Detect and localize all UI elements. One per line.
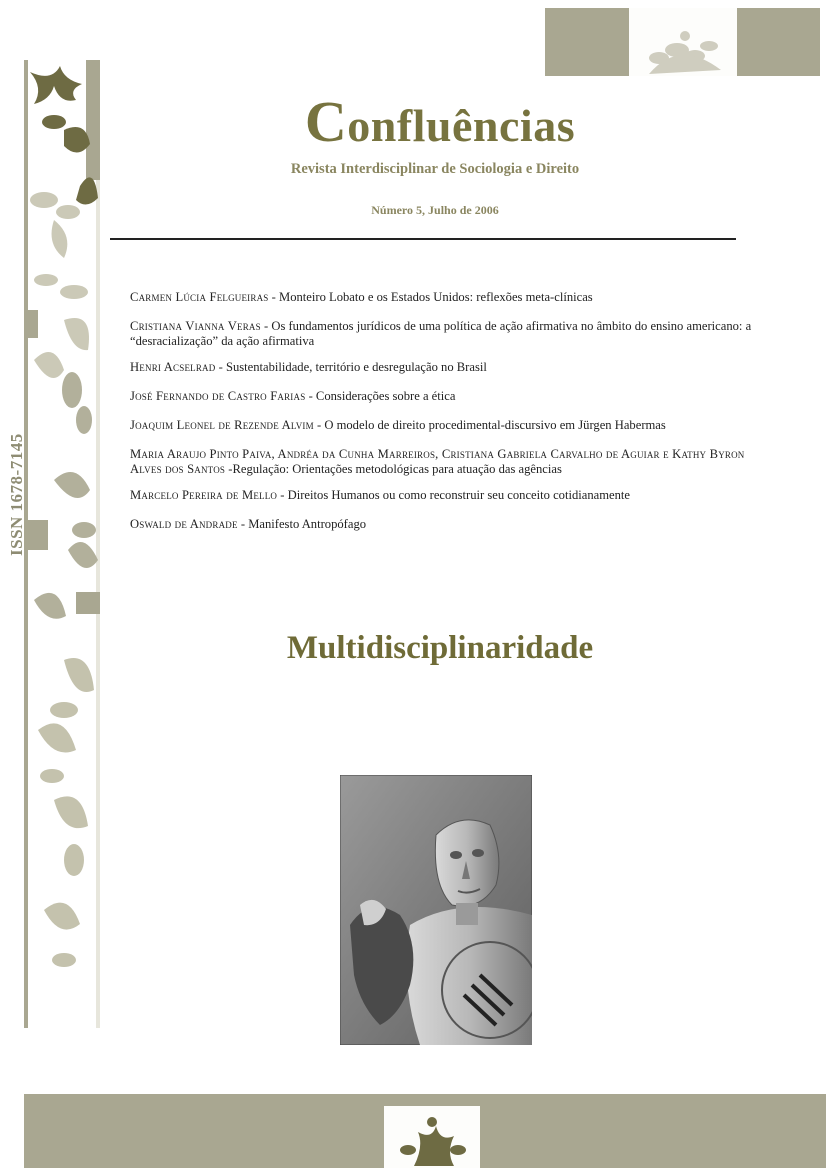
toc-entry[interactable]: Marcelo Pereira de Mello - Direitos Humanos ou como reconstruir seu conceito cotidianamente [130, 488, 631, 502]
toc-entry[interactable]: Maria Araujo Pinto Paiva, Andréa da Cunha Marreiros, Cristiana Gabriela Carvalho de Aguiar e Kathy Byron Alves dos Santos -Regulação: Orientações metodológicas para atuação das agências [130, 447, 745, 476]
cover-illustration [340, 775, 532, 1045]
toc-author: Maria Araujo Pinto Paiva, Andréa da Cunha Marreiros, Cristiana Gabriela Carvalho de Aguiar e Kathy Byron Alves dos Santos [130, 447, 745, 476]
bottom-leaf-ornament-icon [384, 1106, 480, 1168]
toc-author: Carmen Lúcia Felgueiras [130, 290, 269, 304]
toc-title: Manifesto Antropófago [248, 517, 367, 531]
toc-entry[interactable]: Joaquim Leonel de Rezende Alvim - O modelo de direito procedimental-discursivo em Jürgen Habermas [130, 418, 666, 432]
toc-author: Oswald de Andrade [130, 517, 238, 531]
toc-author: Cristiana Vianna Veras [130, 319, 261, 333]
header-divider [110, 238, 736, 240]
table-of-contents [130, 290, 760, 546]
toc-author: Joaquim Leonel de Rezende Alvim [130, 418, 314, 432]
toc-entry[interactable]: Henri Acselrad - Sustentabilidade, território e desregulação no Brasil [130, 360, 487, 374]
title-rest: onfluências [347, 100, 576, 151]
toc-title: Considerações sobre a ética [315, 389, 456, 403]
journal-title [240, 88, 640, 155]
toc-entry[interactable]: Cristiana Vianna Veras - Os fundamentos jurídicos de uma política de ação afirmativa no âmbito do ensino americano: a “desracialização” da ação afirmativa [130, 319, 752, 348]
issn-label: ISSN 1678-7145 [7, 433, 26, 557]
toc-author: Marcelo Pereira de Mello [130, 488, 278, 502]
toc-title: Regulação: Orientações metodológicas para atuação das agências [232, 462, 562, 476]
issue-theme: Multidisciplinaridade [286, 630, 594, 666]
toc-author: José Fernando de Castro Farias [130, 389, 306, 403]
issue-info: Número 5, Julho de 2006 [371, 203, 499, 217]
title-initial: C [304, 89, 348, 154]
journal-subtitle: Revista Interdisciplinar de Sociologia e Direito [290, 161, 580, 177]
toc-title: Os fundamentos jurídicos de uma política de ação afirmativa no âmbito do ensino americano: a “desracialização” da ação afirmativa [130, 319, 752, 348]
toc-entry[interactable]: José Fernando de Castro Farias - Considerações sobre a ética [130, 389, 456, 403]
left-ornament-column [24, 60, 100, 1028]
toc-title: Monteiro Lobato e os Estados Unidos: reflexões meta-clínicas [279, 290, 593, 304]
toc-title: Direitos Humanos ou como reconstruir seu conceito cotidianamente [287, 488, 631, 502]
toc-title: O modelo de direito procedimental-discursivo em Jürgen Habermas [324, 418, 666, 432]
leaf-ornament-icon [629, 8, 737, 76]
toc-author: Henri Acselrad [130, 360, 216, 374]
toc-title: Sustentabilidade, território e desregulação no Brasil [225, 360, 487, 374]
toc-entry[interactable]: Carmen Lúcia Felgueiras - Monteiro Lobato e os Estados Unidos: reflexões meta-clínicas [130, 290, 593, 304]
toc-entry[interactable]: Oswald de Andrade - Manifesto Antropófago [130, 517, 367, 531]
floral-ornament-icon [24, 60, 100, 1028]
bottom-decorative-band [24, 1094, 826, 1168]
robot-illustration-icon [340, 775, 532, 1045]
top-decorative-band [545, 8, 820, 76]
